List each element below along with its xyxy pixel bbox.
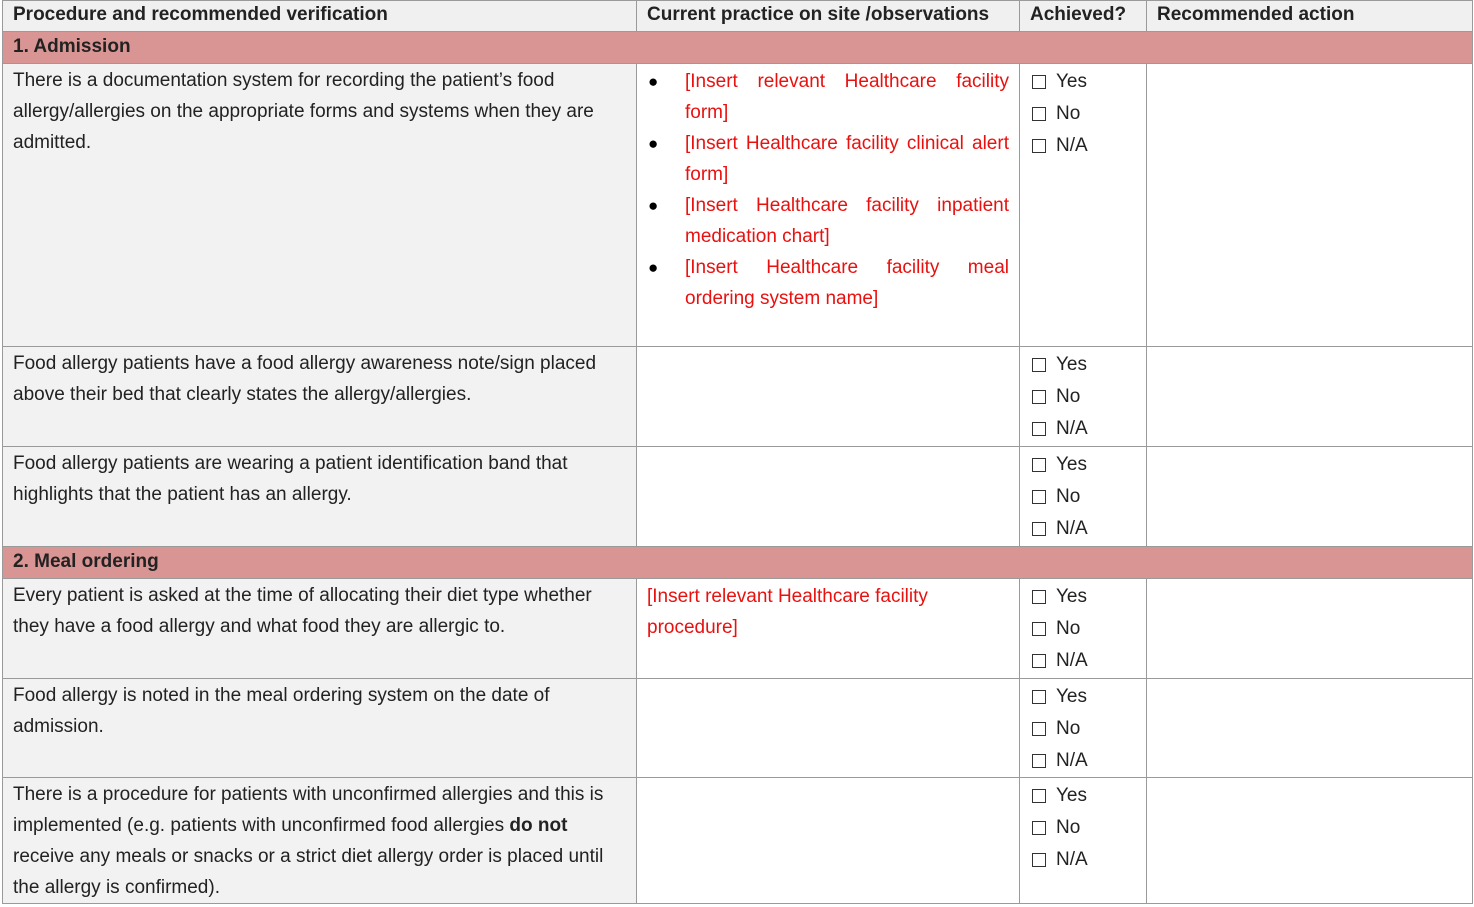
achieved-cell [1020,347,1147,447]
table-row [3,447,1473,547]
checkbox-icon[interactable] [1032,754,1046,768]
table-row [3,679,1473,778]
insert-list [647,66,1009,314]
na-checkbox[interactable]: N/A [1032,645,1146,677]
yes-checkbox[interactable]: Yes [1032,66,1146,98]
bullet-icon: ● [648,72,659,91]
checkbox-icon[interactable] [1032,107,1046,121]
checkbox-icon[interactable] [1032,490,1046,504]
list-item: ● [Insert Healthcare facility inpatient medication chart] [647,190,1009,252]
procedure-cell: Food allergy patients are wearing a patient identification band that highlights that the patient has an allergy. [3,447,637,547]
observations-cell[interactable] [637,778,1020,904]
recommended-action-cell[interactable] [1147,579,1473,679]
list-item: ● [Insert Healthcare facility meal ordering system name] [647,252,1009,314]
observations-cell[interactable]: [Insert relevant Healthcare facility procedure] [637,579,1020,679]
recommended-action-cell[interactable] [1147,447,1473,547]
procedure-cell: There is a documentation system for recording the patient’s food allergy/allergies on the appropriate forms and systems when they are admitted. [3,64,637,347]
bullet-icon: ● [648,134,659,153]
header-row [3,1,1473,32]
no-checkbox[interactable]: No [1032,481,1146,513]
achieved-cell [1020,64,1147,347]
procedure-cell: Food allergy patients have a food allergy awareness note/sign placed above their bed that clearly states the allergy/allergies. [3,347,637,447]
yes-checkbox[interactable]: Yes [1032,681,1146,713]
checkbox-icon[interactable] [1032,422,1046,436]
na-checkbox[interactable]: N/A [1032,513,1146,545]
no-checkbox[interactable]: No [1032,98,1146,130]
no-checkbox[interactable]: No [1032,713,1146,745]
checkbox-icon[interactable] [1032,789,1046,803]
checkbox-icon[interactable] [1032,821,1046,835]
checkbox-icon[interactable] [1032,722,1046,736]
yes-checkbox[interactable]: Yes [1032,581,1146,613]
recommended-action-cell[interactable] [1147,778,1473,904]
table-row [3,64,1473,347]
list-item: ● [Insert Healthcare facility clinical alert form] [647,128,1009,190]
yes-checkbox[interactable]: Yes [1032,349,1146,381]
observations-cell[interactable] [637,347,1020,447]
achieved-cell [1020,679,1147,778]
yes-checkbox[interactable]: Yes [1032,449,1146,481]
checkbox-icon[interactable] [1032,853,1046,867]
checkbox-icon[interactable] [1032,75,1046,89]
checkbox-icon[interactable] [1032,458,1046,472]
recommended-action-cell[interactable] [1147,679,1473,778]
section-row-meal-ordering [3,547,1473,579]
checkbox-icon[interactable] [1032,390,1046,404]
procedure-cell: There is a procedure for patients with unconfirmed allergies and this is implemented (e.g. patients with unconfirmed food allergies do not receive any meals or snacks or a strict diet allergy order is placed until the allergy is confirmed). [3,778,637,904]
achieved-cell [1020,579,1147,679]
header-action: Recommended action [1147,1,1473,32]
list-item: ● [Insert relevant Healthcare facility form] [647,66,1009,128]
audit-table [2,0,1473,904]
no-checkbox[interactable]: No [1032,812,1146,844]
recommended-action-cell[interactable] [1147,64,1473,347]
checkbox-icon[interactable] [1032,622,1046,636]
table-row [3,579,1473,679]
na-checkbox[interactable]: N/A [1032,745,1146,777]
section-row-admission [3,32,1473,64]
procedure-cell: Food allergy is noted in the meal ordering system on the date of admission. [3,679,637,778]
achieved-cell [1020,778,1147,904]
header-procedure: Procedure and recommended verification [3,1,637,32]
no-checkbox[interactable]: No [1032,613,1146,645]
table-row [3,347,1473,447]
na-checkbox[interactable]: N/A [1032,413,1146,445]
achieved-cell [1020,447,1147,547]
table-row [3,778,1473,904]
yes-checkbox[interactable]: Yes [1032,780,1146,812]
header-achieved: Achieved? [1020,1,1147,32]
checkbox-icon[interactable] [1032,522,1046,536]
procedure-cell: Every patient is asked at the time of allocating their diet type whether they have a food allergy and what food they are allergic to. [3,579,637,679]
bullet-icon: ● [648,196,659,215]
checkbox-icon[interactable] [1032,358,1046,372]
observations-cell[interactable] [637,447,1020,547]
emphasis-text: do not [509,815,568,836]
checkbox-icon[interactable] [1032,139,1046,153]
recommended-action-cell[interactable] [1147,347,1473,447]
na-checkbox[interactable]: N/A [1032,844,1146,876]
checkbox-icon[interactable] [1032,590,1046,604]
observations-cell[interactable] [637,679,1020,778]
header-observations: Current practice on site /observations [637,1,1020,32]
observations-cell[interactable] [637,64,1020,347]
na-checkbox[interactable]: N/A [1032,130,1146,162]
section-title: 1. Admission [3,32,1473,64]
checkbox-icon[interactable] [1032,690,1046,704]
checkbox-icon[interactable] [1032,654,1046,668]
no-checkbox[interactable]: No [1032,381,1146,413]
bullet-icon: ● [648,258,659,277]
section-title: 2. Meal ordering [3,547,1473,579]
